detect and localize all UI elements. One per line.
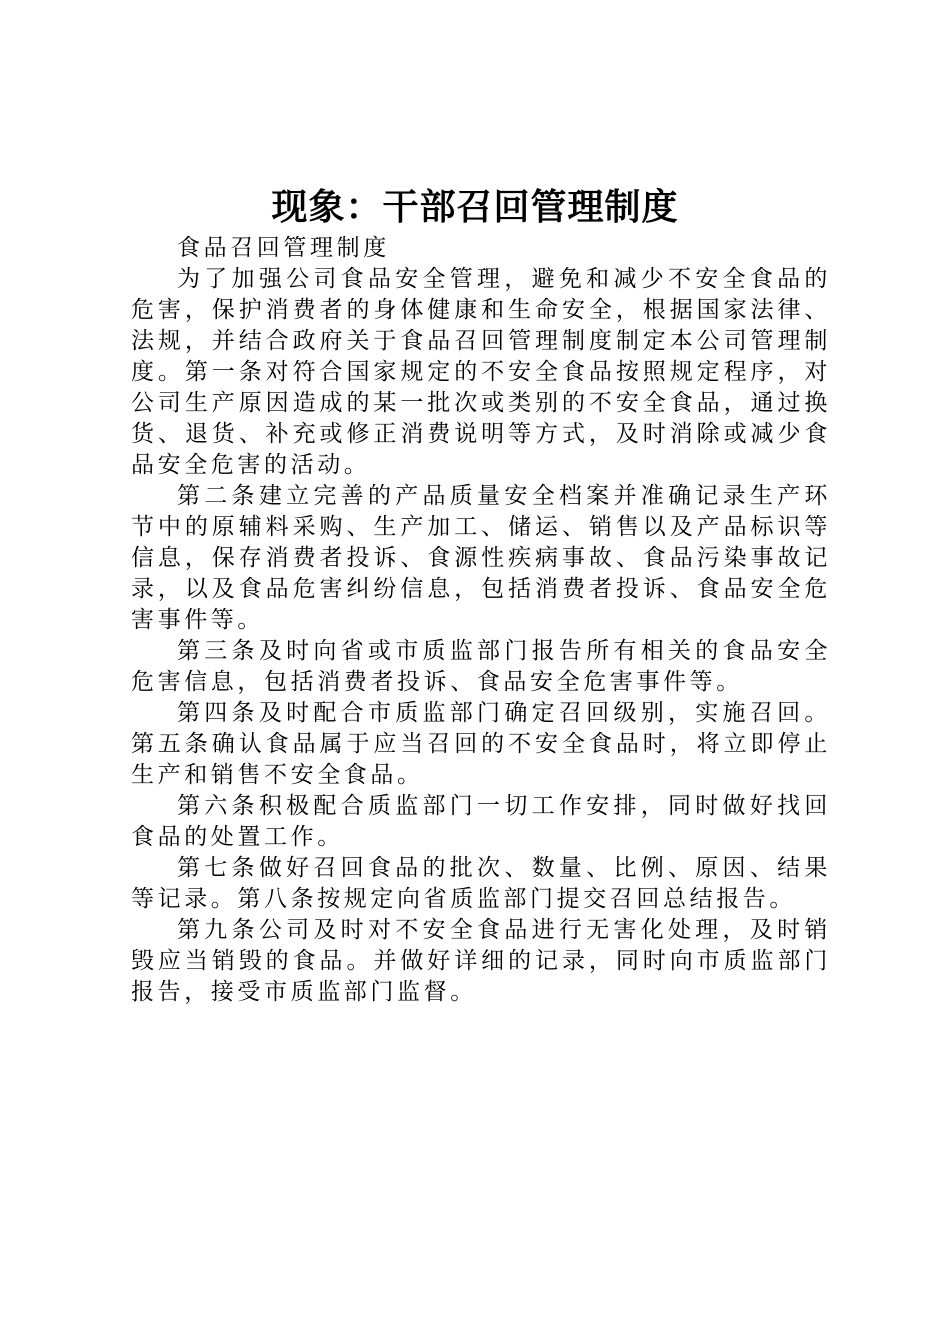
paragraph-article-7-8: 第七条做好召回食品的批次、数量、比例、原因、结果等记录。第八条按规定向省质监部门提交召回总结报告。 <box>131 855 831 912</box>
paragraph-article-3: 第三条及时向省或市质监部门报告所有相关的食品安全危害信息，包括消费者投诉、食品安全危害事件等。 <box>131 638 831 695</box>
paragraph-intro: 为了加强公司食品安全管理，避免和减少不安全食品的危害，保护消费者的身体健康和生命安全，根据国家法律、法规，并结合政府关于食品召回管理制度制定本公司管理制度。第一条对符合国家规定的不安全食品按照规定程序，对公司生产原因造成的某一批次或类别的不安全食品，通过换货、退货、补充或修正消费说明等方式，及时消除或减少食品安全危害的活动。 <box>131 266 831 478</box>
document-title: 现象：干部召回管理制度 <box>271 187 679 228</box>
paragraph-article-9: 第九条公司及时对不安全食品进行无害化处理，及时销毁应当销毁的食品。并做好详细的记录，同时向市质监部门报告，接受市质监部门监督。 <box>131 917 831 1005</box>
paragraph-article-6: 第六条积极配合质监部门一切工作安排，同时做好找回食品的处置工作。 <box>131 793 831 850</box>
document-body <box>131 233 831 1008</box>
paragraph-article-2: 第二条建立完善的产品质量安全档案并准确记录生产环节中的原辅料采购、生产加工、储运、销售以及产品标识等信息，保存消费者投诉、食源性疾病事故、食品污染事故记录，以及食品危害纠纷信息，包括消费者投诉、食品安全危害事件等。 <box>131 483 831 633</box>
paragraph-subtitle: 食品召回管理制度 <box>177 235 390 261</box>
paragraph-article-4-5: 第四条及时配合市质监部门确定召回级别，实施召回。第五条确认食品属于应当召回的不安全食品时，将立即停止生产和销售不安全食品。 <box>131 700 831 788</box>
